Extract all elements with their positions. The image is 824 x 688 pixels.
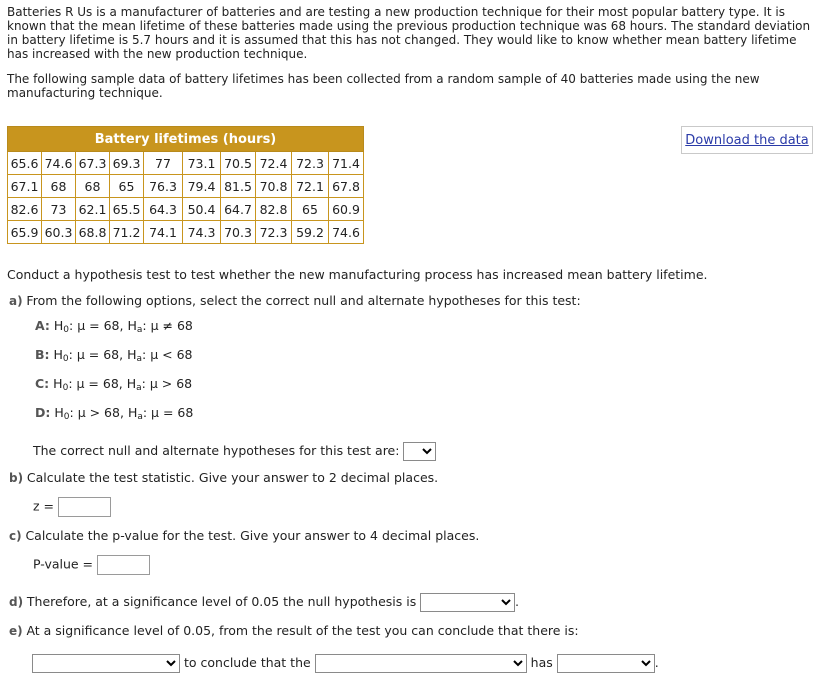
hypotheses-select[interactable] <box>403 442 436 461</box>
table-cell: 74.6 <box>42 152 76 175</box>
part-a-prompt: The correct null and alternate hypotheses for this test are: <box>33 443 400 458</box>
table-cell: 76.3 <box>144 175 183 198</box>
table-row <box>8 152 364 175</box>
separator: , <box>119 318 124 333</box>
table-cell: 65 <box>292 198 329 221</box>
separator: , <box>119 347 124 362</box>
z-label: z = <box>33 498 55 514</box>
h0-subscript: 0 <box>62 354 69 364</box>
ha-subscript: a <box>136 325 143 335</box>
intro-paragraph: Batteries R Us is a manufacturer of batteries and are testing a new production technique for their most popular battery type. It is known that the mean lifetime of these batteries made using the previous production technique was 68 hours. The standard deviation in battery lifetime is 5.7 hours and it is assumed that this has not changed. They would like to know whether mean battery lifetime has increased with the new production technique. <box>7 5 811 61</box>
option-ha: μ ≠ 68 <box>150 318 193 333</box>
pvalue-label: P-value = <box>33 556 94 572</box>
option-label: A: <box>35 318 50 333</box>
z-input[interactable] <box>58 497 111 517</box>
table-cell: 60.3 <box>42 221 76 244</box>
evidence-select[interactable] <box>32 654 180 673</box>
h0-subscript: 0 <box>63 412 70 422</box>
table-cell: 69.3 <box>110 152 144 175</box>
part-b-text: Calculate the test statistic. Give your answer to 2 decimal places. <box>26 470 439 485</box>
option-h0: μ > 68 <box>77 405 120 420</box>
table-cell: 74.3 <box>183 221 221 244</box>
part-d-period: . <box>515 595 519 609</box>
table-row <box>8 221 364 244</box>
conclusion-row <box>32 654 659 673</box>
pvalue-row <box>33 555 150 575</box>
h-symbol: H <box>127 405 138 420</box>
question-main: Conduct a hypothesis test to test whether the new manufacturing process has increased mean battery lifetime. <box>7 267 708 282</box>
table-cell: 64.7 <box>221 198 256 221</box>
part-b <box>9 470 438 485</box>
part-e-text: At a significance level of 0.05, from the result of the test you can conclude that there is: <box>26 623 579 638</box>
null-hypothesis-select[interactable] <box>420 593 515 612</box>
table-cell: 65.9 <box>8 221 42 244</box>
table-cell: 67.1 <box>8 175 42 198</box>
table-cell: 72.3 <box>292 152 329 175</box>
option-label: D: <box>35 405 51 420</box>
hypothesis-option: B: $H_0$: μ = 68, $H_a$: μ < 68 <box>35 347 193 364</box>
h-symbol: H <box>53 376 63 391</box>
ha-subscript: a <box>136 383 142 393</box>
table-cell: 62.1 <box>76 198 110 221</box>
option-label: B: <box>35 347 50 362</box>
table-cell: 70.3 <box>221 221 256 244</box>
battery-data-table <box>7 126 364 244</box>
separator: , <box>119 405 124 420</box>
part-e-label: e) <box>9 624 23 638</box>
part-d-label: d) <box>9 595 24 609</box>
pvalue-input[interactable] <box>97 555 150 575</box>
direction-select[interactable] <box>557 654 655 673</box>
intro-sample-paragraph: The following sample data of battery lifetimes has been collected from a random sample of 40 batteries made using the new manufacturing technique. <box>7 72 760 100</box>
table-cell: 82.6 <box>8 198 42 221</box>
part-a <box>9 293 581 308</box>
table-cell: 65.6 <box>8 152 42 175</box>
table-cell: 77 <box>144 152 183 175</box>
conclusion-mid1: to conclude that the <box>183 655 311 670</box>
option-ha: μ = 68 <box>151 405 194 420</box>
part-c <box>9 528 479 543</box>
conclusion-mid2: has <box>530 655 553 670</box>
table-cell: 64.3 <box>144 198 183 221</box>
ha-subscript: a <box>137 412 143 422</box>
table-cell: 50.4 <box>183 198 221 221</box>
table-cell: 59.2 <box>292 221 329 244</box>
table-cell: 82.8 <box>256 198 292 221</box>
hypothesis-option: A: $H_0$: μ = 68, $H_a$: μ ≠ 68 <box>35 318 193 335</box>
hypothesis-option: C: $H_0$: μ = 68, $H_a$: μ > 68 <box>35 376 193 393</box>
table-cell: 60.9 <box>329 198 364 221</box>
population-select[interactable] <box>315 654 527 673</box>
table-cell: 72.1 <box>292 175 329 198</box>
table-cell: 68.8 <box>76 221 110 244</box>
h0-subscript: 0 <box>62 383 69 393</box>
ha-subscript: a <box>136 354 143 364</box>
h-symbol: H <box>126 376 137 391</box>
table-cell: 73 <box>42 198 76 221</box>
part-c-label: c) <box>9 529 22 543</box>
table-cell: 74.1 <box>144 221 183 244</box>
option-h0: μ = 68 <box>77 318 120 333</box>
option-ha: μ > 68 <box>149 376 193 391</box>
h0-subscript: 0 <box>63 325 70 335</box>
table-cell: 68 <box>42 175 76 198</box>
table-row <box>8 198 364 221</box>
z-row <box>33 497 111 517</box>
part-d <box>9 593 519 612</box>
part-d-text: Therefore, at a significance level of 0.05 the null hypothesis is <box>26 594 417 609</box>
table-cell: 81.5 <box>221 175 256 198</box>
table-cell: 79.4 <box>183 175 221 198</box>
table-cell: 72.3 <box>256 221 292 244</box>
table-cell: 65.5 <box>110 198 144 221</box>
table-row <box>8 175 364 198</box>
part-a-text: From the following options, select the correct null and alternate hypotheses for this test: <box>26 293 581 308</box>
table-cell: 70.8 <box>256 175 292 198</box>
table-header: Battery lifetimes (hours) <box>8 127 364 152</box>
option-h0: μ = 68 <box>76 347 120 362</box>
table-cell: 67.3 <box>76 152 110 175</box>
separator: , <box>118 376 123 391</box>
part-c-text: Calculate the p-value for the test. Give your answer to 4 decimal places. <box>25 528 480 543</box>
table-cell: 74.6 <box>329 221 364 244</box>
h-symbol: H <box>53 347 63 362</box>
part-a-prompt-row <box>33 442 436 461</box>
h-symbol: H <box>127 347 137 362</box>
part-e <box>9 623 579 638</box>
hypothesis-option: D: $H_0$: μ > 68, $H_a$: μ = 68 <box>35 405 194 422</box>
option-label: C: <box>35 376 50 391</box>
table-cell: 71.4 <box>329 152 364 175</box>
table-cell: 72.4 <box>256 152 292 175</box>
conclusion-period: . <box>654 655 659 670</box>
table-cell: 70.5 <box>221 152 256 175</box>
download-data-box <box>681 126 813 154</box>
table-cell: 65 <box>110 175 144 198</box>
part-a-label: a) <box>9 294 23 308</box>
table-cell: 67.8 <box>329 175 364 198</box>
table-cell: 68 <box>76 175 110 198</box>
h-symbol: H <box>54 405 64 420</box>
download-data-link[interactable]: Download the data <box>685 132 809 148</box>
part-b-label: b) <box>9 471 24 485</box>
option-h0: μ = 68 <box>76 376 119 391</box>
h-symbol: H <box>127 318 137 333</box>
option-ha: μ < 68 <box>150 347 193 362</box>
table-cell: 71.2 <box>110 221 144 244</box>
table-cell: 73.1 <box>183 152 221 175</box>
h-symbol: H <box>53 318 64 333</box>
